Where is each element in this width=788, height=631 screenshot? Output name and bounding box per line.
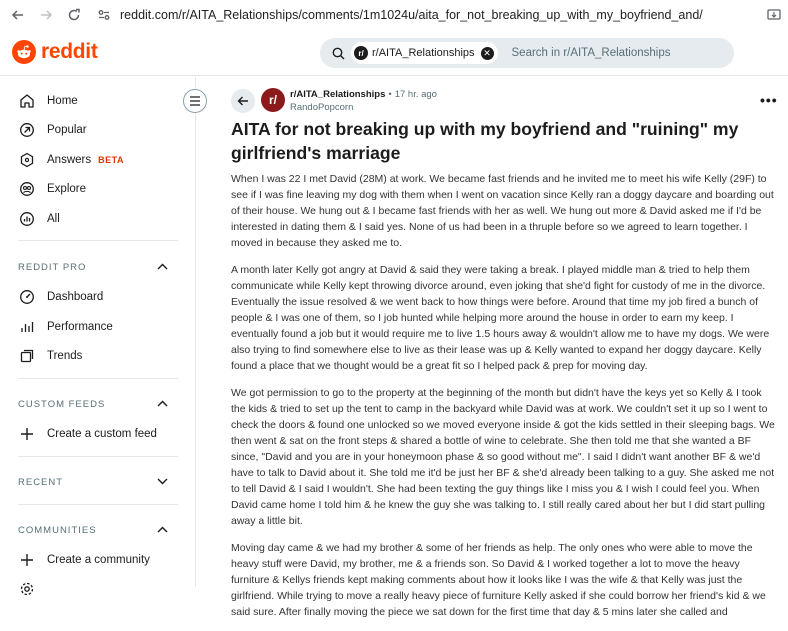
sidebar-item-label: Popular — [47, 124, 87, 136]
create-community-button[interactable] — [18, 551, 150, 569]
post-body — [231, 171, 776, 631]
sidebar-item-home[interactable] — [18, 92, 78, 110]
collapse-sidebar-button[interactable] — [183, 89, 207, 113]
sidebar-item-label: Explore — [47, 183, 86, 195]
create-custom-feed-button[interactable] — [18, 425, 157, 443]
sidebar-item-explore[interactable] — [18, 180, 86, 198]
sidebar-item-popular[interactable] — [18, 121, 87, 139]
chevron-up-icon — [157, 262, 168, 273]
sidebar-item-label: Trends — [47, 350, 83, 362]
dashboard-icon — [18, 288, 36, 306]
sidebar-item-label: Dashboard — [47, 291, 104, 303]
author-link[interactable]: RandoPopcorn — [290, 102, 354, 113]
more-options-icon[interactable]: ••• — [760, 92, 778, 108]
forward-arrow-icon[interactable] — [38, 7, 54, 23]
post-meta — [290, 89, 437, 113]
logo-wordmark: reddit — [41, 40, 98, 63]
gear-icon — [18, 580, 36, 598]
post-paragraph: Moving day came & we had my brother & some of her friends as help. The only ones who were able to move the heavy stuff were David, my brother, me & a friends son. So David & I worked together a lot to move the heavy furniture & Kellys friends kept making comments about how it looks like I was the wife & that Kelly was just the girlfriend. While trying to move a really heavy piece of furniture Kelly asked if she could borrow her friend's kid & we said sure. After finally moving the piece we sat down for the first time that day & 5 mins later she called and — [231, 542, 766, 618]
url-host: reddit.com — [120, 8, 179, 22]
post-paragraph: When I was 22 I met David (28M) at work. We became fast friends and he invited me to meet his wife Kelly (29F) to see if I was fine leaving my dog with them when I went on vacation since Kelly ran a doggy daycare and boarding out of their house. We hung out & I became fast friends with her as well. We hung out more & David asked me if I'd be interested in dating them & I said yes. None of us had been in a thruple before so we agreed to learn together. I moved in because they asked me to. — [231, 173, 774, 249]
back-button[interactable] — [231, 89, 255, 113]
install-app-icon[interactable] — [766, 7, 782, 23]
search-icon — [332, 47, 345, 60]
search-input[interactable]: Search in r/AITA_Relationships — [511, 47, 671, 59]
plus-icon — [18, 551, 36, 569]
answers-icon — [18, 151, 36, 169]
meta-separator: • — [388, 89, 392, 100]
custom-feeds-section-header[interactable] — [18, 399, 168, 410]
site-settings-icon[interactable] — [96, 7, 112, 23]
search-community-chip[interactable] — [351, 42, 498, 64]
reload-icon[interactable] — [66, 7, 82, 23]
sidebar-item-label: Home — [47, 95, 78, 107]
sidebar-item-all[interactable] — [18, 210, 60, 228]
section-title: CUSTOM FEEDS — [18, 399, 106, 410]
chevron-up-icon — [157, 525, 168, 536]
sidebar-item-dashboard[interactable] — [18, 288, 103, 306]
left-sidebar — [0, 77, 196, 587]
sidebar-divider — [18, 456, 178, 457]
hamburger-icon — [189, 96, 201, 106]
plus-icon — [18, 425, 36, 443]
all-icon — [18, 210, 36, 228]
post-time: 17 hr. ago — [394, 89, 437, 100]
subreddit-avatar[interactable]: r/ — [261, 88, 285, 112]
manage-communities-item[interactable] — [18, 580, 47, 598]
clear-chip-icon[interactable]: ✕ — [481, 47, 494, 60]
community-avatar-icon: r/ — [354, 46, 368, 60]
search-chip-label: r/AITA_Relationships — [372, 47, 475, 59]
search-bar[interactable] — [320, 38, 734, 68]
sidebar-item-trends[interactable] — [18, 347, 82, 365]
create-community-label: Create a community — [47, 554, 150, 566]
sidebar-divider — [18, 378, 178, 379]
chevron-down-icon — [157, 477, 168, 488]
section-title: COMMUNITIES — [18, 525, 97, 536]
communities-section-header[interactable] — [18, 525, 168, 536]
sidebar-item-label: All — [47, 213, 60, 225]
sidebar-item-performance[interactable] — [18, 318, 113, 336]
trends-icon — [18, 347, 36, 365]
chevron-up-icon — [157, 399, 168, 410]
explore-icon — [18, 180, 36, 198]
performance-icon — [18, 318, 36, 336]
section-title: REDDIT PRO — [18, 262, 87, 273]
section-title: RECENT — [18, 477, 64, 488]
sidebar-item-label: Answers — [47, 154, 92, 166]
site-header — [0, 30, 788, 76]
sidebar-divider — [18, 504, 178, 505]
reddit-pro-section-header[interactable] — [18, 262, 168, 273]
subreddit-link[interactable]: r/AITA_Relationships — [290, 89, 386, 100]
reddit-snoo-icon — [12, 40, 36, 64]
recent-section-header[interactable] — [18, 477, 168, 488]
home-icon — [18, 92, 36, 110]
beta-badge: BETA — [98, 155, 124, 165]
sidebar-divider — [18, 240, 178, 241]
url-bar[interactable] — [120, 8, 703, 22]
back-arrow-icon — [237, 95, 249, 107]
url-path: /r/AITA_Relationships/comments/1m1024u/aita_for_not_breaking_up_with_my_boyfriend_and/ — [178, 8, 703, 22]
sidebar-item-label: Performance — [47, 321, 113, 333]
post-paragraph: We got permission to go to the property at the beginning of the month but didn't have the keys yet so Kelly & I took the kids & tried to set up the tent to camp in the backyard while David was at work. We couldn't set it up so I went to check the doors & found one unlocked so we moved everyone inside & got the kids settled in their sleeping bags. We then went & sat on the front steps & shared a bottle of wine to celebrate. She then told me that she wanted a BF since, "David and you are in your honeymoon phase & so good without me". I said I didn't want another BF & we'd have to talk to David about it. She told me it'd be just her BF & she'd already been talking to a guy. She asked me not to tell David & I said I wouldn't. She had been texting the guy things like I miss you & I wish I could feel you. When David came home I told him & he knew the guy she was talking to. I still really cared about her but I did start pulling away a little bit. — [231, 387, 775, 527]
post-paragraph: A month later Kelly got angry at David & said they were taking a break. I played middle man & tried to help them communicate while Kelly kept throwing divorce around, even joking that she'd fight for custody of me in the divorce. Eventually the issue resolved & we went back to how things were before. Around that time my job fired a bunch of people & I was one of them, so I job hunted while helping more around the house in order to earn my keep. I eventually found a job but it would require me to live 1.5 hours away & wouldn't allow me to have my dogs. We were also trying to find somewhere else to live as their lease was up & Kelly wanted to expand her doggy daycare. Kelly found a place that we thought would be a great fit so I helped pack & prep for moving day. — [231, 264, 770, 372]
browser-toolbar — [0, 0, 788, 30]
popular-icon — [18, 121, 36, 139]
sidebar-item-answers[interactable] — [18, 151, 124, 169]
create-custom-feed-label: Create a custom feed — [47, 428, 157, 440]
post-title: AITA for not breaking up with my boyfriend and "ruining" my girlfriend's marriage — [231, 119, 739, 163]
back-arrow-icon[interactable] — [10, 7, 26, 23]
reddit-logo[interactable] — [12, 40, 98, 64]
